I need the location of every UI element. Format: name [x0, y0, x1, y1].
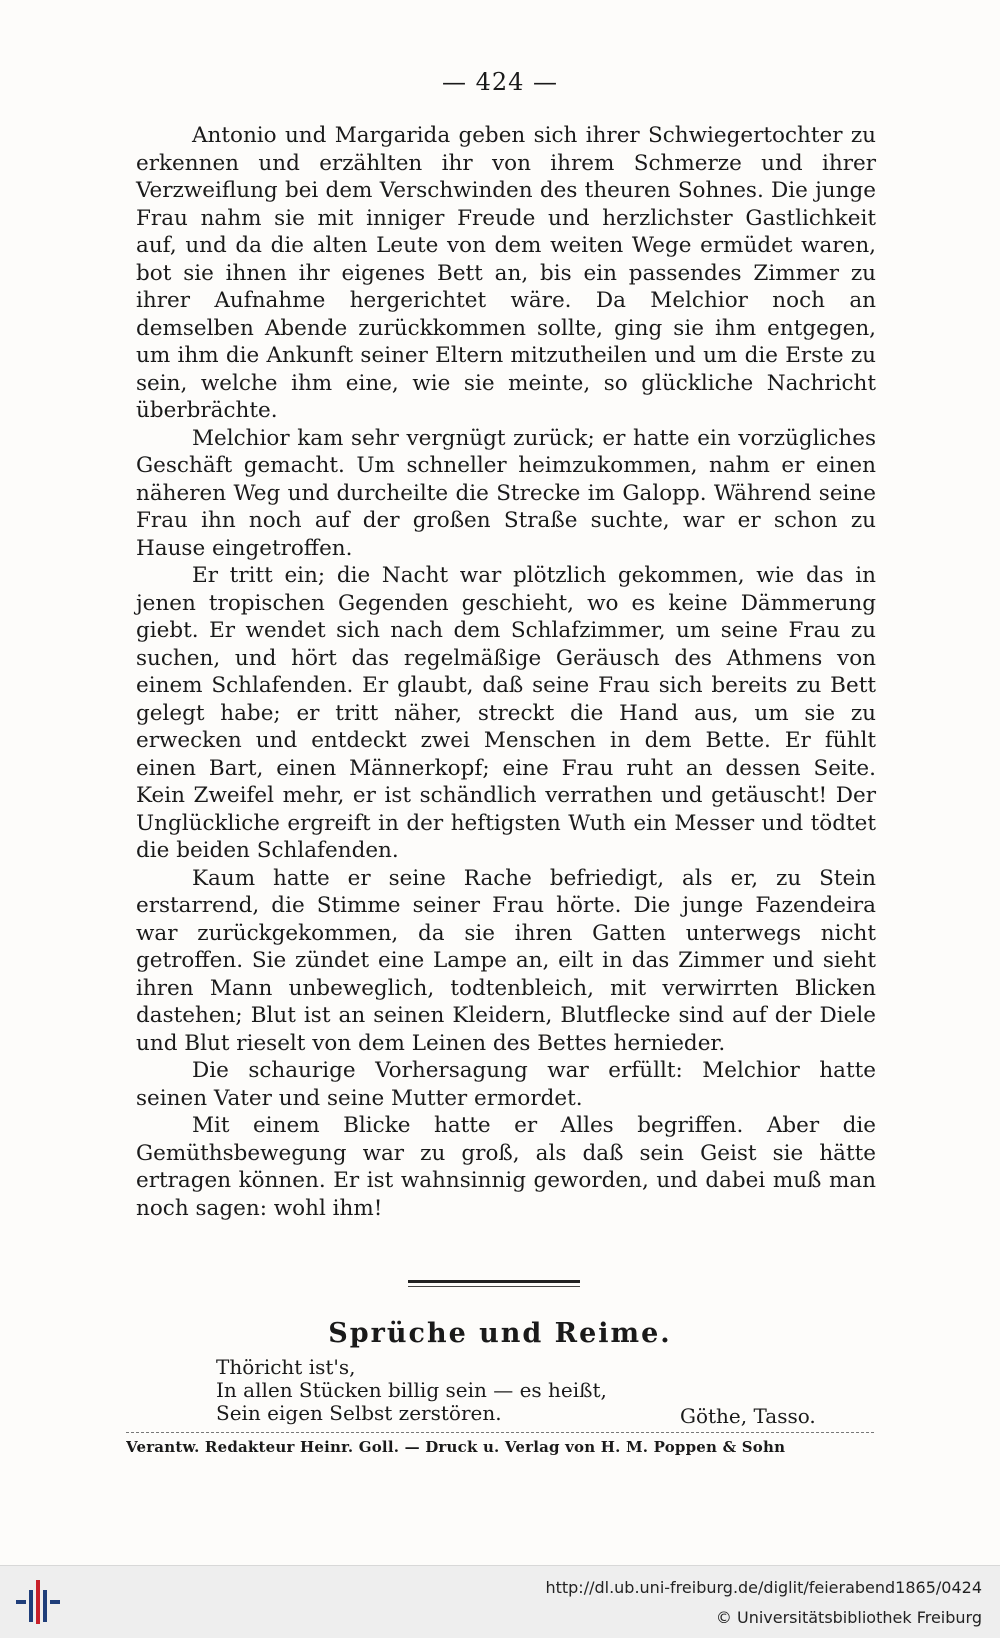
section-title: Sprüche und Reime.	[328, 1318, 672, 1349]
permalink-url[interactable]: http://dl.ub.uni-freiburg.de/diglit/feierabend1865/0424	[545, 1578, 982, 1597]
paragraph: Kaum hatte er seine Rache befriedigt, als er, zu Stein erstarrend, die Stimme seiner Frau hörte. Die junge Fazendeira war zurückgekommen, da sie ihren Gatten unterwegs nicht getroffen. Sie zündet eine Lampe an, eilt in das Zimmer und sieht ihren Mann unbeweglich, todtenbleich, mit verwirrten Blicken dastehen; Blut ist an seinen Kleidern, Blutflecke sind auf der Diele und Blut rieselt von dem Leinen des Bettes hernieder.	[136, 865, 876, 1056]
paragraph: Er tritt ein; die Nacht war plötzlich gekommen, wie das in jenen tropischen Gegenden geschieht, wo es keine Dämmerung giebt. Er wendet sich nach dem Schlafzimmer, um seine Frau zu suchen, und hört das regelmäßige Geräusch des Athmens von einem Schlafenden. Er glaubt, daß seine Frau sich bereits zu Bett gelegt habe; er tritt näher, streckt die Hand aus, um sie zu erwecken und entdeckt zwei Menschen in dem Bette. Er fühlt einen Bart, einen Männerkopf; eine Frau ruht an dessen Seite. Kein Zweifel mehr, er ist schändlich verrathen und getäuscht! Der Unglückliche ergreift in der heftigsten Wuth ein Messer und tödtet die beiden Schlafenden.	[136, 563, 876, 863]
poem-line: Sein eigen Selbst zerstören.	[216, 1401, 502, 1425]
article-body	[136, 122, 876, 1222]
poem-line: Thöricht ist's,	[216, 1355, 356, 1379]
imprint-line: Verantw. Redakteur Heinr. Goll. — Druck u. Verlag von H. M. Poppen & Sohn	[126, 1438, 786, 1456]
paragraph: Antonio und Margarida geben sich ihrer Schwiegertochter zu erkennen und erzählten ihr von ihrem Schmerze und ihrer Verzweiflung bei dem Verschwinden des theuren Sohnes. Die junge Frau nahm sie mit inniger Freude und herzlichster Gastlichkeit auf, und da die alten Leute von dem weiten Wege ermüdet waren, bot sie ihnen ihr eigenes Bett an, bis ein passendes Zimmer zu ihrer Aufnahme hergerichtet wäre. Da Melchior noch an demselben Abende zurückkommen sollte, ging sie ihm entgegen, um ihm die Ankunft seiner Eltern mitzutheilen und um die Erste zu sein, welche ihm eine, wie sie meinte, so glückliche Nachricht überbrächte.	[136, 123, 876, 423]
section-divider	[408, 1280, 580, 1287]
imprint-divider	[126, 1432, 874, 1433]
poem-source: Göthe, Tasso.	[680, 1404, 816, 1428]
ub-freiburg-logo-icon[interactable]	[14, 1576, 62, 1628]
paragraph: Die schaurige Vorhersagung war erfüllt: Melchior hatte seinen Vater und seine Mutter ermordet.	[136, 1058, 876, 1111]
divider-thick-rule	[408, 1280, 580, 1283]
poem-line: In allen Stücken billig sein — es heißt,	[216, 1378, 607, 1402]
page-number: — 424 —	[441, 68, 559, 96]
copyright-notice: © Universitätsbibliothek Freiburg	[715, 1608, 982, 1627]
divider-thin-rule	[408, 1286, 580, 1287]
paragraph: Melchior kam sehr vergnügt zurück; er hatte ein vorzügliches Geschäft gemacht. Um schneller heimzukommen, nahm er einen näheren Weg und durcheilte die Strecke im Galopp. Während seine Frau ihn noch auf der großen Straße suchte, war er schon zu Hause eingetroffen.	[136, 425, 876, 561]
paragraph: Mit einem Blicke hatte er Alles begriffen. Aber die Gemüthsbewegung war zu groß, als daß sein Geist sie hätte ertragen können. Er ist wahnsinnig geworden, und dabei muß man noch sagen: wohl ihm!	[136, 1113, 876, 1221]
viewer-footer	[0, 1565, 1000, 1638]
